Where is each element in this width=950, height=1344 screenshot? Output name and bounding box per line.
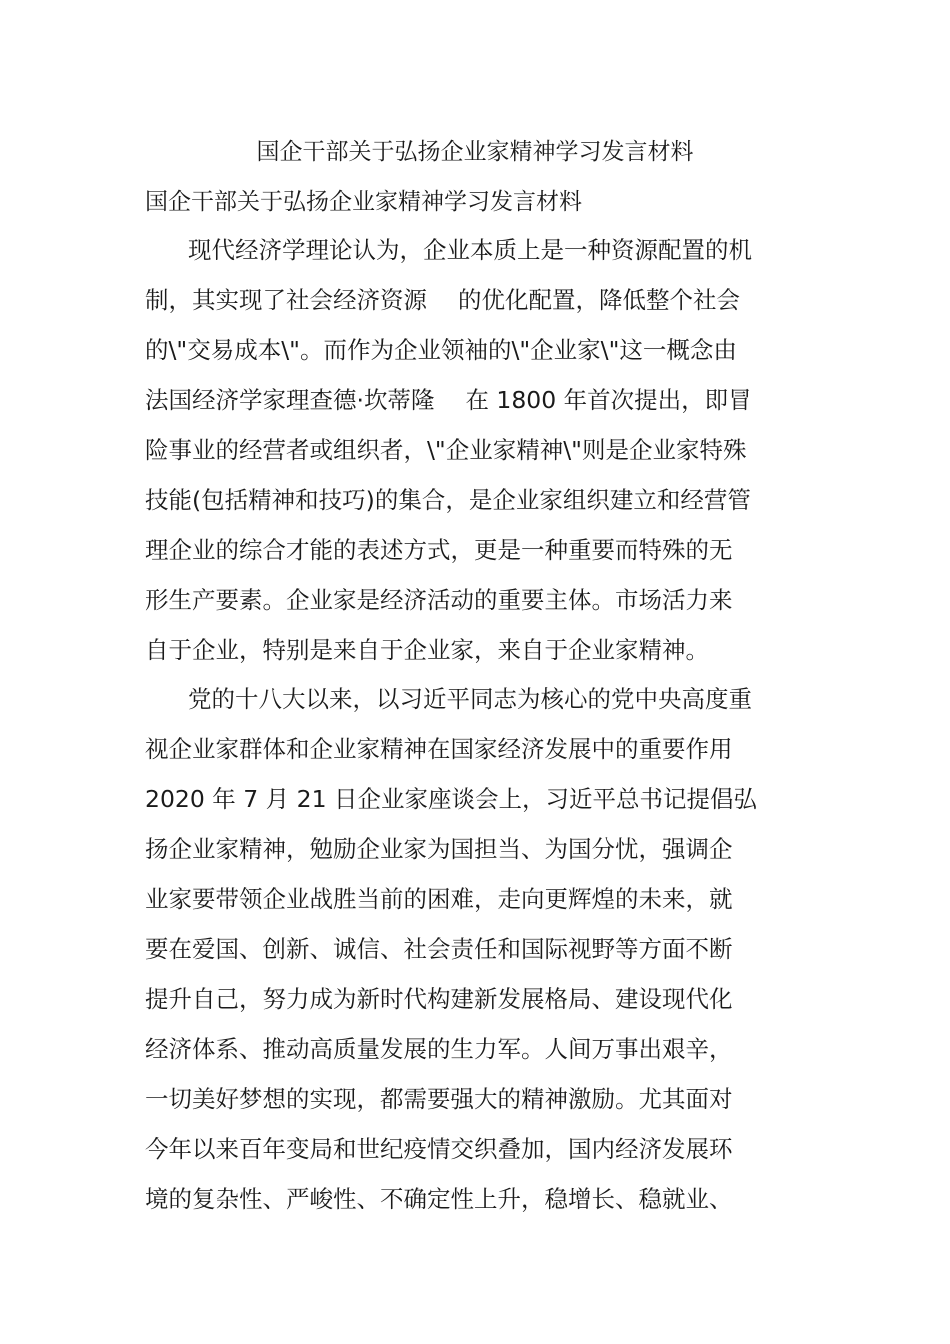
paragraph-line: 经济体系、推动高质量发展的生力军。人间万事出艰辛， — [145, 1035, 733, 1063]
paragraph-line: 党的十八大以来，以习近平同志为核心的党中央高度重 — [188, 685, 752, 713]
paragraph-1 — [145, 225, 810, 675]
paragraph-line: 制，其实现了社会经济资源 的优化配置，降低整个社会 — [145, 286, 740, 314]
document-title: 国企干部关于弘扬企业家精神学习发言材料 — [256, 139, 694, 165]
paragraph-line: 今年以来百年变局和世纪疫情交织叠加，国内经济发展环 — [145, 1135, 733, 1163]
paragraph-line: 2020 年 7 月 21 日企业家座谈会上，习近平总书记提倡弘 — [145, 785, 758, 813]
paragraph-line: 提升自己，努力成为新时代构建新发展格局、建设现代化 — [145, 985, 733, 1013]
paragraph-line: 险事业的经营者或组织者，\"企业家精神\"则是企业家特殊 — [145, 436, 747, 464]
paragraph-line: 法国经济学家理查德·坎蒂隆 在 1800 年首次提出，即冒 — [145, 386, 752, 414]
paragraph-line: 自于企业，特别是来自于企业家，来自于企业家精神。 — [145, 636, 709, 664]
paragraph-line: 一切美好梦想的实现，都需要强大的精神激励。尤其面对 — [145, 1085, 733, 1113]
paragraph-line: 形生产要素。企业家是经济活动的重要主体。市场活力来 — [145, 586, 733, 614]
paragraph-line: 现代经济学理论认为，企业本质上是一种资源配置的机 — [188, 236, 752, 264]
paragraph-2 — [145, 674, 810, 1224]
paragraph-line: 扬企业家精神，勉励企业家为国担当、为国分忧，强调企 — [145, 835, 733, 863]
paragraph-line: 的\"交易成本\"。而作为企业领袖的\"企业家\"这一概念由 — [145, 336, 737, 364]
paragraph-line: 理企业的综合才能的表述方式，更是一种重要而特殊的无 — [145, 536, 733, 564]
paragraph-line: 技能(包括精神和技巧)的集合，是企业家组织建立和经营管 — [145, 486, 751, 514]
paragraph-line: 要在爱国、创新、诚信、社会责任和国际视野等方面不断 — [145, 935, 733, 963]
paragraph-line: 境的复杂性、严峻性、不确定性上升，稳增长、稳就业、 — [145, 1185, 733, 1213]
paragraph-line: 视企业家群体和企业家精神在国家经济发展中的重要作用 — [145, 735, 733, 763]
paragraph-line: 业家要带领企业战胜当前的困难，走向更辉煌的未来，就 — [145, 885, 733, 913]
document-subtitle: 国企干部关于弘扬企业家精神学习发言材料 — [145, 189, 582, 215]
